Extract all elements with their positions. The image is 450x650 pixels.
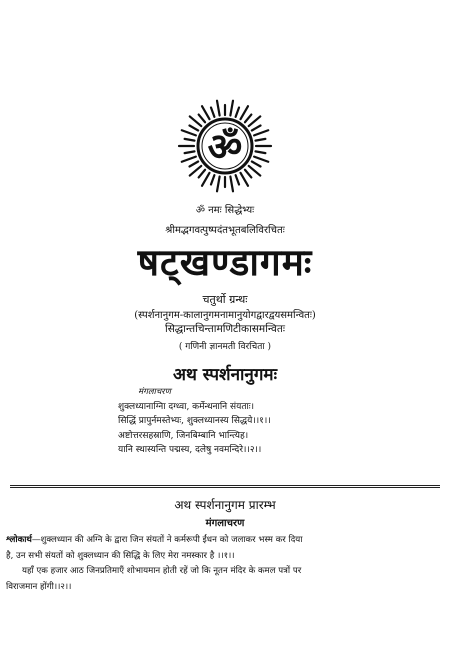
commentary-lead: श्लोकार्थ — [6, 535, 32, 545]
om-sun-emblem-icon — [177, 98, 273, 194]
verse-line: यानि स्थास्यन्ति पद्मस्य, दलेषु नवमन्दिरे।।२।। — [118, 445, 262, 455]
sun-ray — [185, 139, 195, 141]
sun-ray — [185, 151, 195, 153]
subtitle-chapters: (स्पर्शनानुगम-कालानुगमनामानुयोगद्वारद्वयसमन्वितः) — [134, 310, 316, 321]
sun-ray — [182, 157, 196, 162]
sun-ray — [249, 166, 260, 176]
verse-line: शुक्लध्यानाग्निा दग्ध्वा, कर्मेन्धनानि संयताः। — [118, 401, 255, 412]
sun-ray — [256, 151, 266, 153]
sun-ray — [254, 130, 268, 135]
sun-ray — [252, 162, 261, 167]
sun-ray — [190, 116, 201, 126]
sun-ray — [252, 126, 261, 131]
sun-ray — [236, 175, 239, 184]
sun-ray — [217, 101, 220, 116]
volume-label: चतुर्थो ग्रन्थः — [202, 293, 248, 306]
verse-line: सिद्धिं प्रापुर्नमस्तेभ्यः, शुक्लध्यानस्य सिद्धये।।१।। — [118, 416, 271, 426]
om-glyph: ॐ — [207, 125, 243, 169]
sun-ray — [217, 177, 220, 192]
divider — [10, 485, 440, 486]
sun-ray — [245, 115, 251, 123]
commentary-subheading: मंगलाचरण — [205, 518, 245, 529]
sun-ray — [202, 173, 210, 186]
sun-ray — [230, 177, 233, 192]
translator-note: ( गणिनी ज्ञानमती विरचिता ) — [178, 342, 272, 352]
commentary-line: श्लोकार्थ—शुक्लध्यान की अग्नि के द्वारा जिन संयतों ने कर्मरूपी ईंधन को जलाकर भस्म कर दिया — [6, 535, 303, 545]
sun-ray — [182, 130, 196, 135]
sun-ray — [199, 115, 205, 123]
subtitle-commentary: सिद्धान्तचिन्तामणिटीकासमन्वितः — [164, 323, 286, 335]
sun-ray — [189, 126, 198, 131]
section-heading: अथ स्पर्शनानुगमः — [172, 365, 278, 385]
sun-ray — [202, 106, 210, 119]
sun-ray — [241, 173, 249, 186]
commentary-line: यहाँ एक हजार आठ जिनप्रतिमाएँ शोभायमान होती रहें जो कि नूतन मंदिर के कमल पत्रों पर — [22, 566, 302, 576]
sun-ray — [211, 107, 214, 116]
invocation: ॐ नमः सिद्धेभ्यः — [195, 205, 255, 216]
verse-block — [118, 385, 418, 458]
sun-ray — [236, 107, 239, 116]
divider — [10, 487, 440, 488]
sun-ray — [230, 101, 233, 116]
sun-ray — [249, 116, 260, 126]
sun-ray — [199, 170, 205, 178]
sun-ray — [241, 106, 249, 119]
commentary-line: है, उन सभी संयतों को शुक्लध्यान की सिद्धि के लिए मेरा नमस्कार है ।।१।। — [6, 550, 235, 561]
page-title: षट्खण्डागमः — [137, 240, 313, 284]
author-line: श्रीमद्भगवत्पुष्पदंतभूतबलिविरचितः — [165, 225, 285, 236]
sun-ray — [254, 157, 268, 162]
sun-ray — [256, 139, 266, 141]
sun-ray — [189, 162, 198, 167]
sun-ray — [211, 175, 214, 184]
mangalacharan-label: मंगलाचरण — [138, 387, 171, 397]
verse-line: अष्टोत्तरसहस्राणि, जिनबिम्बानि भान्त्यिह। — [118, 430, 249, 441]
commentary-text — [6, 533, 444, 595]
sun-ray — [190, 166, 201, 176]
commentary-line: विराजमान होंगी।।२।। — [6, 581, 72, 592]
commentary-heading: अथ स्पर्शनानुगम प्रारम्भ — [174, 498, 276, 512]
sun-ray — [245, 170, 251, 178]
